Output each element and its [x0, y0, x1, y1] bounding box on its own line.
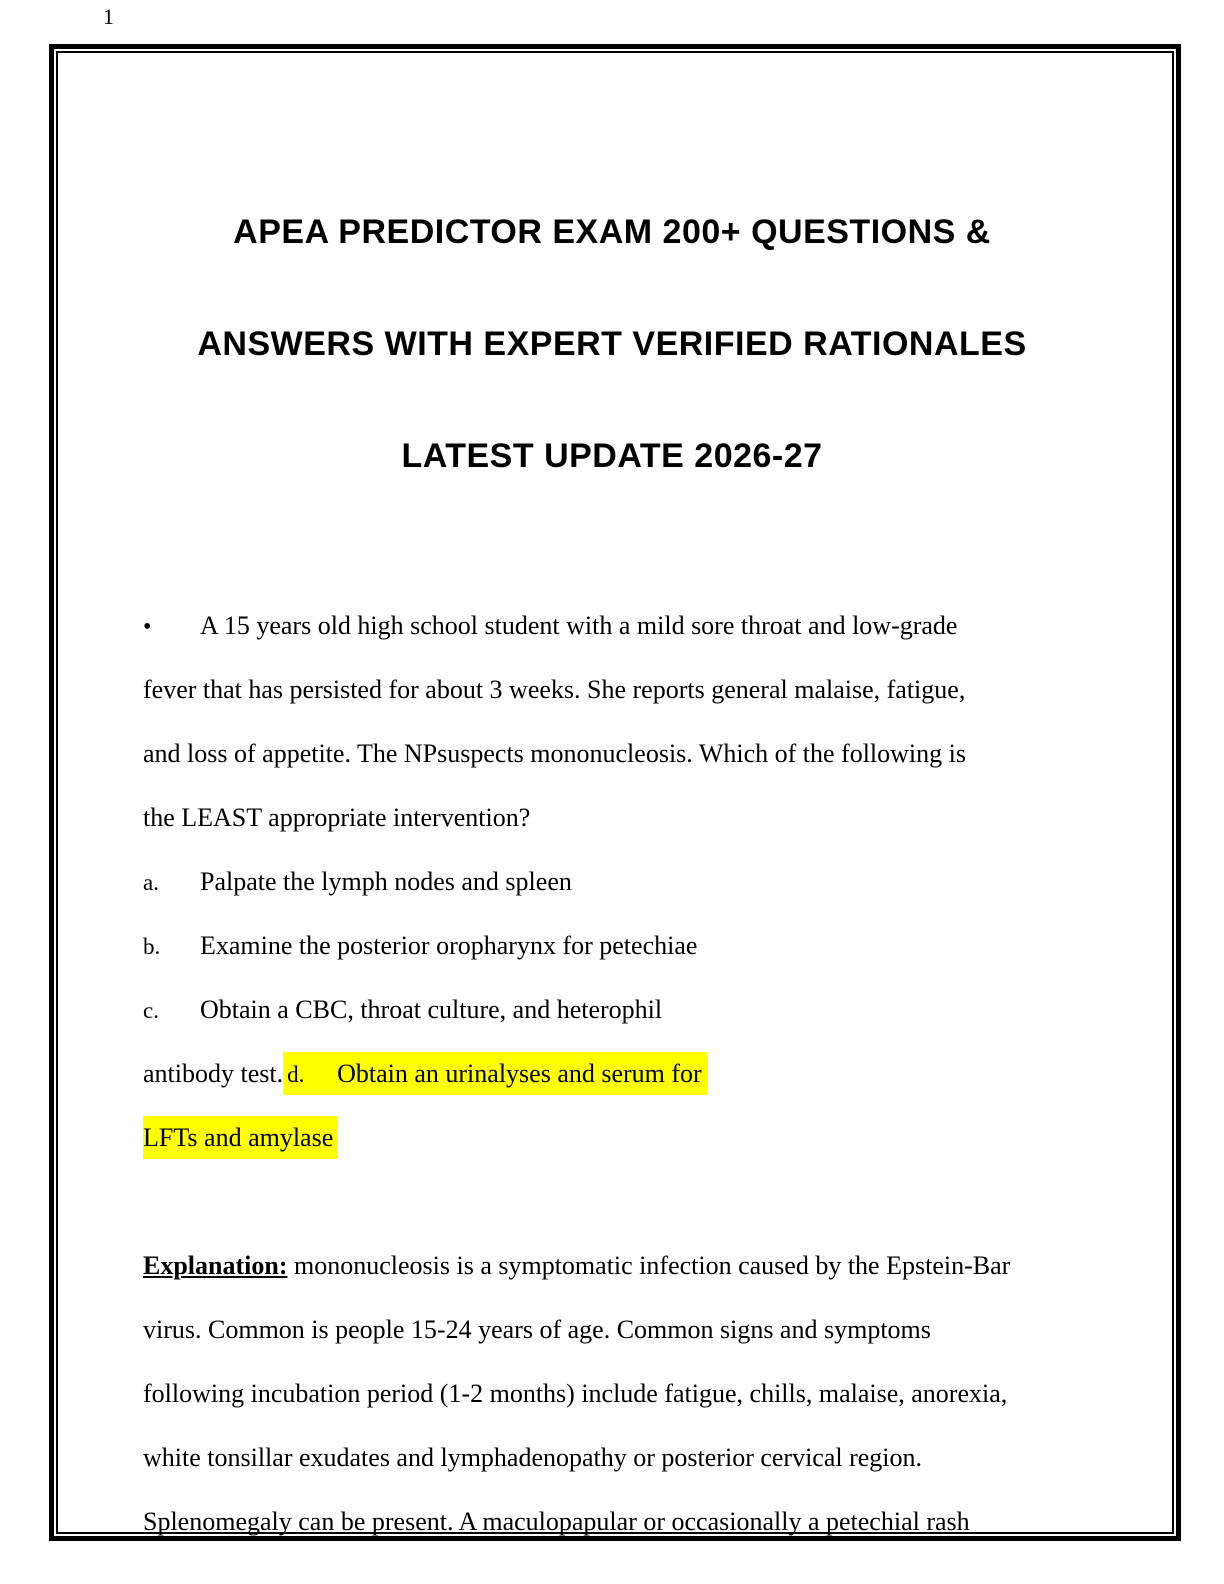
- option-d-text: Obtain an urinalyses and serum for: [337, 1059, 702, 1088]
- option-a-label: a.: [143, 870, 159, 895]
- question-bullet: •: [143, 614, 152, 640]
- explanation-line-5: [143, 1490, 1133, 1554]
- option-b-row: [143, 914, 1133, 978]
- page-number: 1: [103, 4, 114, 29]
- option-c-row: [143, 978, 1133, 1042]
- option-a-row: [143, 850, 1133, 914]
- title-line-2: ANSWERS WITH EXPERT VERIFIED RATIONALES: [197, 325, 1027, 363]
- question-text-3: and loss of appetite. The NPsuspects mononucleosis. Which of the following is: [143, 739, 966, 768]
- option-c-wrap-and-option-d-row: [143, 1042, 1133, 1106]
- explanation-line-2: [143, 1298, 1133, 1362]
- option-c-text-wrap: antibody test.: [143, 1059, 284, 1088]
- question-text-1: A 15 years old high school student with a mild sore throat and low-grade: [200, 611, 958, 640]
- option-c-text: Obtain a CBC, throat culture, and heterophil: [200, 995, 663, 1024]
- question-line-3: [143, 722, 1133, 786]
- explanation-text-1: mononucleosis is a symptomatic infection caused by the Epstein-Bar: [294, 1251, 1011, 1280]
- option-b-text: Examine the posterior oropharynx for petechiae: [200, 931, 698, 960]
- option-d-wrap-row: [143, 1106, 1133, 1170]
- explanation-text-5: Splenomegaly can be present. A maculopapular or occasionally a petechial rash: [143, 1507, 970, 1536]
- question-line-2: [143, 658, 1133, 722]
- option-b-label: b.: [143, 934, 161, 959]
- document-title: [92, 176, 1132, 512]
- option-a-text: Palpate the lymph nodes and spleen: [200, 867, 572, 896]
- explanation-line-3: [143, 1362, 1133, 1426]
- option-c-label: c.: [143, 998, 159, 1023]
- explanation-line-4: [143, 1426, 1133, 1490]
- explanation-text-3: following incubation period (1-2 months) include fatigue, chills, malaise, anorexia,: [143, 1379, 1008, 1408]
- option-d-label: d.: [287, 1062, 305, 1087]
- question-line-4: [143, 786, 1133, 850]
- question-text-4: the LEAST appropriate intervention?: [143, 803, 531, 832]
- title-line-1: APEA PREDICTOR EXAM 200+ QUESTIONS &: [233, 213, 991, 251]
- title-line-3: LATEST UPDATE 2026-27: [401, 437, 823, 475]
- explanation-text-4: white tonsillar exudates and lymphadenopathy or posterior cervical region.: [143, 1443, 923, 1472]
- question-line-1: [143, 594, 1133, 658]
- option-d-highlight-wrap: LFTs and amylase: [143, 1116, 338, 1159]
- explanation-text-2: virus. Common is people 15-24 years of age. Common signs and symptoms: [143, 1315, 931, 1344]
- question-text-2: fever that has persisted for about 3 weeks. She reports general malaise, fatigue,: [143, 675, 966, 704]
- document-body: [143, 594, 1133, 1554]
- option-d-highlight: [283, 1052, 708, 1095]
- explanation-heading: Explanation:: [143, 1251, 288, 1280]
- explanation-line-1: [143, 1234, 1133, 1298]
- paragraph-spacer: [143, 1170, 1133, 1234]
